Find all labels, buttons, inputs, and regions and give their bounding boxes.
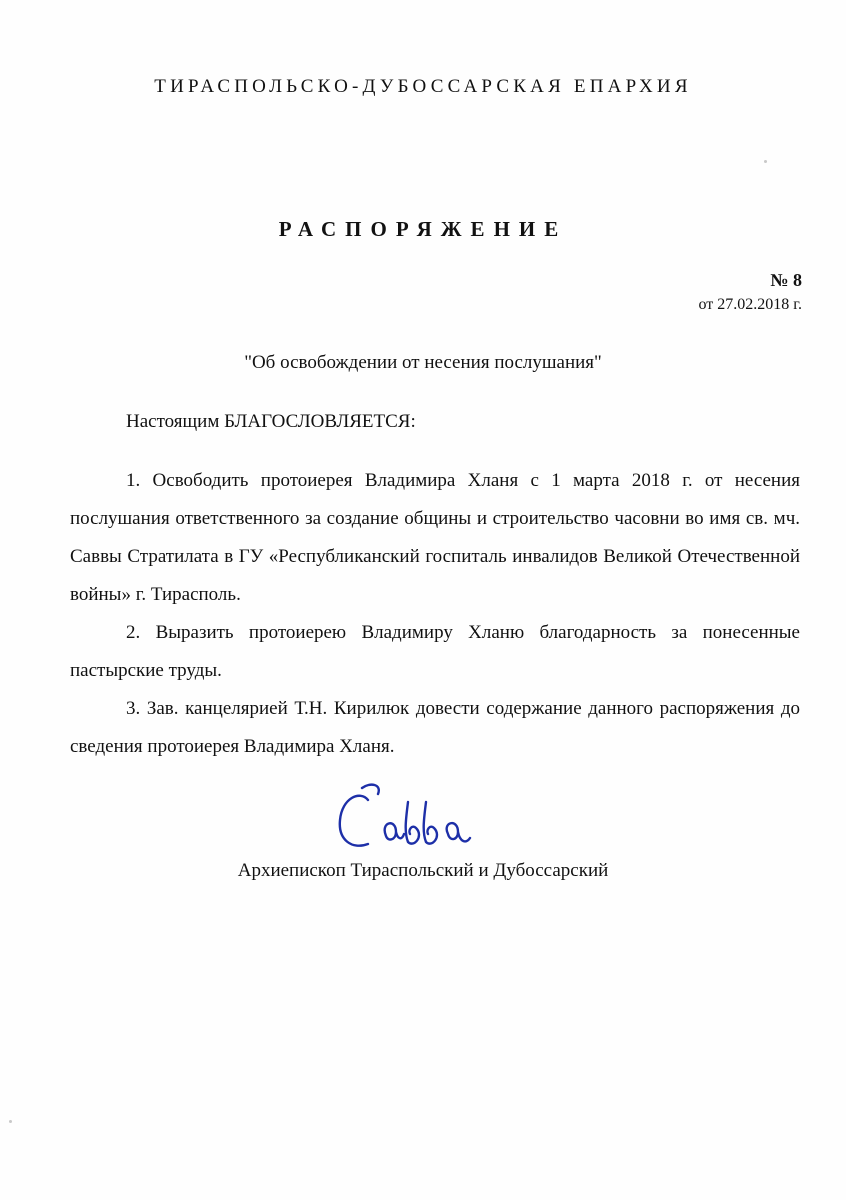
signer-title: Архиепископ Тираспольский и Дубоссарский [237,860,609,881]
order-items [70,462,800,766]
document-number: № 8 [770,270,802,290]
document-title: РАСПОРЯЖЕНИЕ [278,217,568,241]
handwritten-signature [330,778,500,868]
order-item-1: 1. Освободить протоиерея Владимира Хланя с 1 марта 2018 г. от несения послушания ответственного за создание общины и строительство часовни во имя св. мч. Саввы Стратилата в ГУ «Республиканский госпиталь инвалидов Великой Отечественной войны» г. Тирасполь. [70,470,800,605]
document-subject: "Об освобождении от несения послушания" [244,352,602,373]
order-item-2: 2. Выразить протоиерею Владимиру Хланю благодарность за понесенные пастырские труды. [70,622,800,681]
scan-speck [9,1120,12,1123]
scan-speck [764,160,767,163]
diocese-header: ТИРАСПОЛЬСКО-ДУБОССАРСКАЯ ЕПАРХИЯ [154,76,692,97]
order-item-3: 3. Зав. канцелярией Т.Н. Кирилюк довести содержание данного распоряжения до сведения протоиерея Владимира Хланя. [70,698,800,757]
preamble-text: Настоящим БЛАГОСЛОВЛЯЕТСЯ: [126,411,416,432]
document-date: от 27.02.2018 г. [698,296,802,313]
